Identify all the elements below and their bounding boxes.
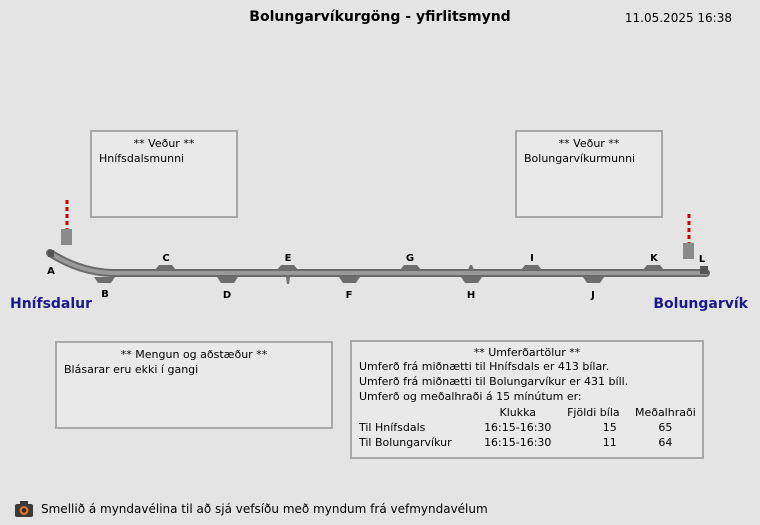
row-direction: Til Bolungarvíkur [359,436,452,449]
traffic-title: ** Umferðartölur ** [473,346,581,359]
weather-title: ** Veður ** [133,137,195,150]
marker-c: C [162,253,170,264]
camera-icon[interactable] [14,500,34,518]
row-speed: 64 [658,436,673,449]
table-header: Fjöldi bíla [567,406,620,419]
traffic-panel [350,340,704,459]
tunnel-tube [50,253,706,273]
weather-title: ** Veður ** [558,137,620,150]
marker-g: G [405,253,415,264]
row-count: 15 [602,421,617,434]
table-header-row [357,405,702,420]
gate-right [683,214,694,259]
place-bolungarvik: Bolungarvík [653,296,748,312]
marker-e: E [284,253,292,264]
table-header: Klukka [499,406,537,419]
table-row [357,435,702,450]
marker-a: A [47,266,55,277]
weather-location: Hnífsdalsmunni [99,152,185,165]
marker-j: J [591,290,595,301]
traffic-line-bolungarvik: Umferð frá miðnætti til Bolungarvíkur er 431 bíll. [359,375,629,388]
table-row [357,420,702,435]
gate-left [61,200,72,245]
traffic-line-hnifsdalur: Umferð frá miðnætti til Hnífsdals er 413 bílar. [359,360,610,373]
camera-link-text[interactable]: Smellið á myndavélina til að sjá vefsíðu með myndum frá vefmyndavélum [41,502,488,516]
row-time: 16:15-16:30 [484,421,552,434]
row-direction: Til Hnífsdals [359,421,426,434]
table-header: Meðalhraði [634,406,696,419]
marker-d: D [222,290,232,301]
row-count: 11 [602,436,617,449]
marker-l: L [698,254,706,265]
datetime: 11.05.2025 16:38 [624,11,732,25]
weather-location: Bolungarvíkurmunni [524,152,636,165]
row-time: 16:15-16:30 [484,436,552,449]
marker-f: F [345,290,353,301]
marker-h: H [466,290,476,301]
page-title: Bolungarvíkurgöng - yfirlitsmynd [249,9,511,25]
traffic-line-15min: Umferð og meðalhraði á 15 mínútum er: [359,390,582,403]
traffic-table [357,405,702,450]
pollution-title: ** Mengun og aðstæður ** [120,348,268,361]
camera-row [14,500,488,518]
marker-b: B [101,289,109,300]
marker-k: K [650,253,658,264]
pollution-text: Blásarar eru ekki í gangi [64,363,199,376]
tunnel-bays-bottom [94,277,604,284]
table-header [357,405,478,420]
marker-i: I [530,253,534,264]
place-hnifsdalur: Hnífsdalur [10,296,93,312]
row-speed: 65 [658,421,673,434]
pollution-panel [55,341,333,429]
